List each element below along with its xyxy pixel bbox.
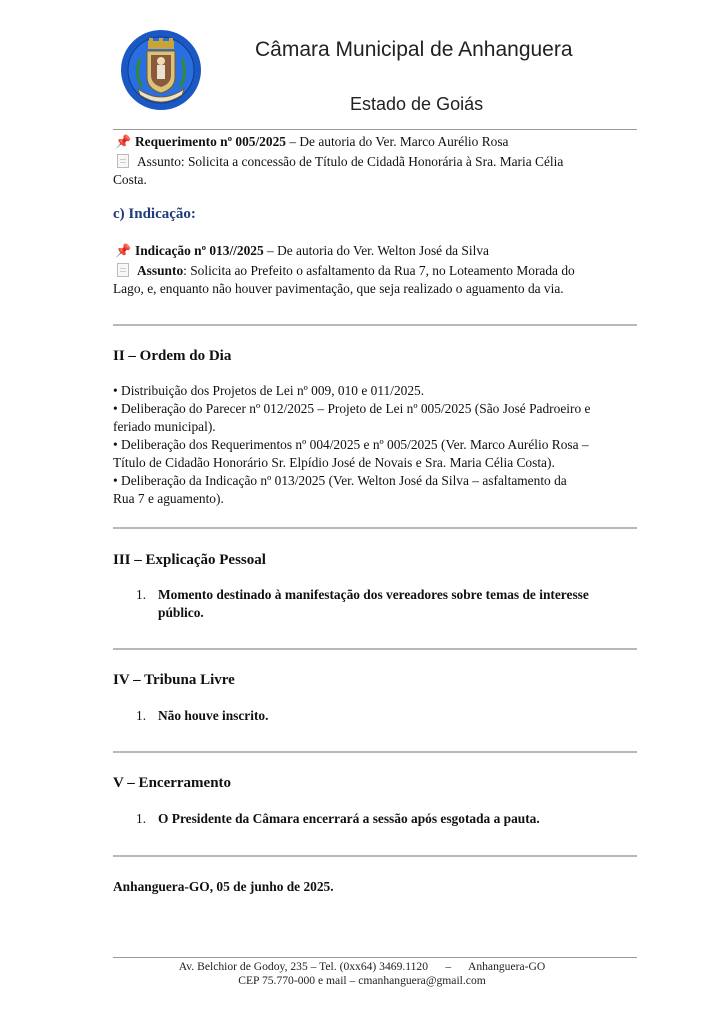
requerimento-label: Requerimento nº 005/2025	[135, 134, 286, 149]
explicacao-line: público.	[158, 605, 204, 620]
requerimento-subject	[115, 152, 563, 171]
pushpin-icon: 📌	[115, 134, 132, 149]
encerramento-heading: V – Encerramento	[113, 775, 232, 791]
explicacao-heading: III – Explicação Pessoal	[113, 552, 266, 568]
section-divider	[113, 324, 637, 326]
requerimento-subject-text: Solicita a concessão de Título de Cidadã Honorária à Sra. Maria Célia	[184, 154, 564, 169]
ordem-line: Título de Cidadão Honorário Sr. Elpídio José de Novais e Sra. Maria Célia Costa).	[113, 455, 555, 470]
indicacao-line	[115, 242, 489, 260]
section-divider	[113, 855, 637, 857]
encerramento-number: 1.	[136, 811, 147, 826]
explicacao-line: Momento destinado à manifestação dos vereadores sobre temas de interesse	[158, 587, 589, 602]
document-icon	[117, 154, 129, 168]
document-icon	[117, 263, 129, 277]
indicacao-author: – De autoria do Ver. Welton José da Silva	[263, 243, 489, 258]
indicacao-heading: c) Indicação:	[113, 206, 196, 222]
tribuna-text: Não houve inscrito.	[158, 708, 269, 723]
header-title: Câmara Municipal de Anhanguera	[255, 38, 573, 61]
indicacao-subject-text: : Solicita ao Prefeito o asfaltamento da Rua 7, no Loteamento Morada do	[183, 263, 575, 278]
seal-graphic	[120, 29, 202, 111]
indicacao-subject-label: Assunto	[137, 263, 184, 278]
ordem-list	[113, 382, 643, 508]
ordem-line: • Deliberação do Parecer nº 012/2025 – Projeto de Lei nº 005/2025 (São José Padroeiro e	[113, 401, 591, 416]
explicacao-text	[158, 586, 589, 622]
section-divider	[113, 527, 637, 529]
section-divider	[113, 648, 637, 650]
requerimento-line	[115, 133, 508, 151]
ordem-line: • Deliberação dos Requerimentos nº 004/2025 e nº 005/2025 (Ver. Marco Aurélio Rosa –	[113, 437, 589, 452]
tribuna-heading: IV – Tribuna Livre	[113, 672, 235, 688]
ordem-heading: II – Ordem do Dia	[113, 348, 232, 364]
requerimento-subject-label: Assunto:	[137, 154, 185, 169]
pushpin-icon: 📌	[115, 243, 132, 258]
indicacao-subject-cont: Lago, e, enquanto não houver pavimentação, que seja realizado o aguamento da via.	[113, 281, 564, 296]
requerimento-author: – De autoria do Ver. Marco Aurélio Rosa	[285, 134, 509, 149]
ordem-line: Rua 7 e aguamento).	[113, 491, 224, 506]
footer-address	[100, 960, 624, 988]
header-divider	[113, 129, 637, 130]
section-divider	[113, 751, 637, 753]
ordem-line: • Deliberação da Indicação nº 013/2025 (Ver. Welton José da Silva – asfaltamento da	[113, 473, 567, 488]
footer-divider	[113, 957, 637, 958]
municipal-seal	[120, 29, 202, 111]
ordem-line: feriado municipal).	[113, 419, 216, 434]
ordem-line: • Distribuição dos Projetos de Lei nº 009, 010 e 011/2025.	[113, 383, 425, 398]
header-subtitle: Estado de Goiás	[350, 94, 484, 114]
explicacao-number: 1.	[136, 587, 147, 602]
indicacao-label: Indicação nº 013//2025	[135, 243, 264, 258]
tribuna-number: 1.	[136, 708, 147, 723]
date-line: Anhanguera-GO, 05 de junho de 2025.	[113, 879, 334, 894]
indicacao-subject	[115, 261, 575, 280]
encerramento-text: O Presidente da Câmara encerrará a sessão após esgotada a pauta.	[158, 811, 540, 826]
footer-line: CEP 75.770-000 e mail – cmanhanguera@gmail.com	[238, 974, 486, 987]
requerimento-subject-cont: Costa.	[113, 172, 147, 187]
footer-line: Av. Belchior de Godoy, 235 – Tel. (0xx64) 3469.1120 – Anhanguera-GO	[178, 960, 546, 973]
